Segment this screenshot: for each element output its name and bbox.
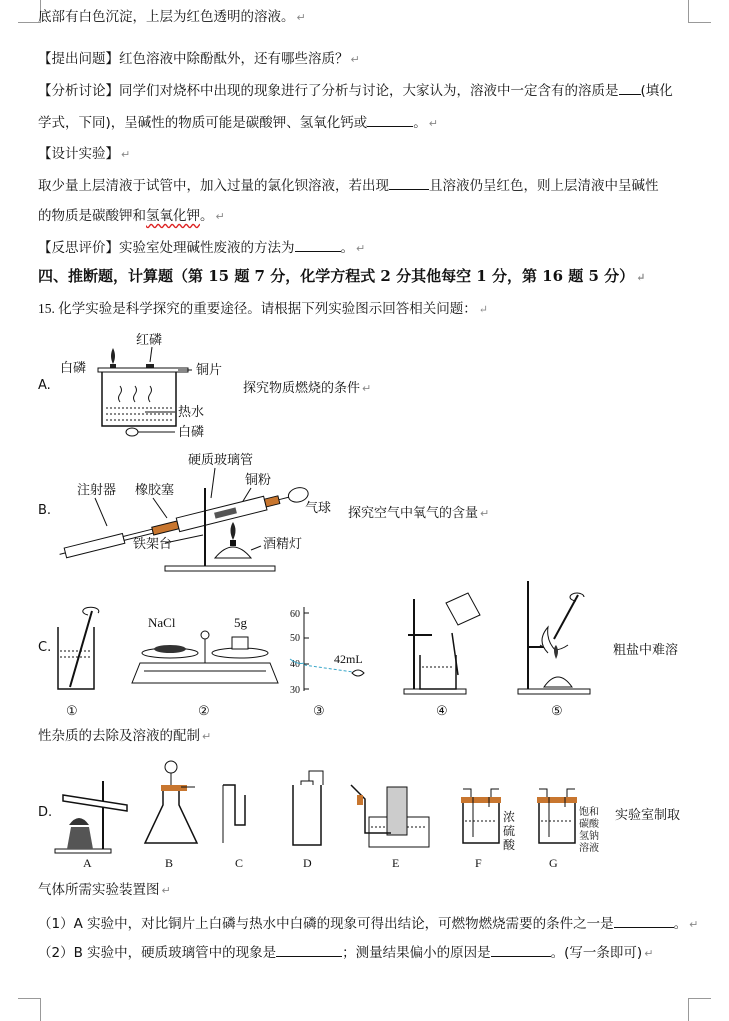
figure-b-caption: 探究空气中氧气的含量 ↵	[348, 506, 490, 521]
figure-a-caption: 探究物质燃烧的条件 ↵	[243, 381, 372, 396]
label-stand: 铁架台	[133, 536, 173, 551]
step-3: ③	[313, 703, 325, 718]
figure-d-caption-next: 气体所需实验装置图 ↵	[38, 882, 171, 898]
apparatus-label-d: D	[303, 856, 312, 870]
apparatus-label-g: G	[549, 856, 558, 870]
tick-50: 50	[290, 633, 300, 644]
text-line: 底部有白色沉淀，上层为红色透明的溶液。 ↵	[38, 9, 306, 25]
text-line: 学式，下同)，呈碱性的物质可能是碳酸钾、氢氧化钙或 。 ↵	[38, 115, 438, 131]
apparatus-label-c: C	[235, 856, 244, 870]
section-heading: 四、推断题，计算题（第 15 题 7 分，化学方程式 2 分其他每空 1 分，第 16 题 5 分） ↵	[38, 267, 646, 285]
bottle-g-line-2: 碳酸	[579, 819, 599, 830]
label-copper: 铜粉	[245, 472, 272, 487]
label-tube: 硬质玻璃管	[188, 452, 254, 467]
sub-question-2: （2）B 实验中，硬质玻璃管中的现象是 ；测量结果偏小的原因是 。(写一条即可) ↵	[38, 945, 654, 961]
apparatus-label-b: B	[165, 856, 174, 870]
page-corner-mark	[18, 998, 41, 1021]
apparatus-g	[537, 789, 600, 854]
text-line: 的物质是碳酸钾和氢氧化钾。 ↵	[38, 208, 225, 224]
apparatus-a	[55, 781, 127, 853]
figure-b-letter: B.	[38, 503, 52, 518]
label-bailing-top: 白磷	[60, 360, 87, 375]
alcohol-lamp-icon	[215, 547, 251, 558]
label-volume: 42mL	[334, 652, 363, 666]
figure-c-caption-right: 粗盐中难溶	[613, 643, 679, 658]
figure-a-combustion-apparatus	[60, 330, 240, 445]
question-15: 15. 化学实验是科学探究的重要途径。请根据下列实验图示回答相关问题： ↵	[38, 301, 488, 316]
label-nacl: NaCl	[148, 615, 176, 630]
dissolving-pour	[404, 593, 480, 694]
tick-30: 30	[290, 685, 300, 696]
page-corner-mark	[688, 998, 711, 1021]
text-line: 【设计实验】 ↵	[38, 146, 131, 162]
bottle-f-line-2: 硫	[503, 824, 516, 838]
text-line: 取少量上层清液于试管中，加入过量的氯化钡溶液，若出现 且溶液仍呈红色，则上层清液中呈碱性	[38, 178, 659, 194]
bottle-f-line-3: 酸	[503, 838, 516, 852]
apparatus-label-a: A	[83, 856, 92, 870]
label-lamp: 酒精灯	[263, 536, 303, 551]
apparatus-e	[351, 785, 429, 847]
apparatus-label-e: E	[392, 856, 400, 870]
figure-c-salt-purification	[48, 575, 608, 720]
text-line: 【反思评价】实验室处理碱性废液的方法为 。 ↵	[38, 240, 366, 256]
label-reshui: 热水	[178, 404, 205, 419]
bottle-g-line-4: 溶液	[579, 843, 599, 854]
label-balloon: 气球	[305, 500, 332, 515]
evaporation	[518, 581, 590, 694]
tick-60: 60	[290, 609, 300, 620]
flame-icon	[111, 348, 115, 364]
figure-a-letter: A.	[38, 378, 51, 393]
apparatus-c	[223, 785, 245, 843]
bottle-f-line-1: 浓	[503, 810, 516, 824]
sub-question-1: （1）A 实验中，对比铜片上白磷与热水中白磷的现象可得出结论，可燃物燃烧需要的条件之一是 。 ↵	[38, 916, 699, 932]
tick-40: 40	[290, 659, 300, 670]
measuring-cylinder	[290, 607, 364, 696]
figure-c-letter: C.	[38, 640, 52, 655]
beaker-stirring	[58, 607, 99, 689]
text-line: 【分析讨论】同学们对烧杯中出现的现象进行了分析与讨论，大家认为，溶液中一定含有的溶质是 (填化	[38, 83, 673, 99]
label-syringe: 注射器	[77, 482, 117, 497]
apparatus-d	[293, 771, 323, 845]
apparatus-b	[145, 761, 197, 843]
apparatus-f	[461, 789, 516, 852]
step-1: ①	[66, 703, 78, 718]
step-4: ④	[436, 703, 448, 718]
eye-icon	[352, 670, 364, 676]
step-2: ②	[198, 703, 210, 718]
label-stopper: 橡胶塞	[135, 482, 175, 497]
label-tongpian: 铜片	[196, 362, 223, 377]
step-5: ⑤	[551, 703, 563, 718]
page-corner-mark	[688, 0, 711, 23]
label-weight: 5g	[234, 615, 247, 630]
figure-c-caption-next: 性杂质的去除及溶液的配制 ↵	[38, 728, 212, 744]
figure-d-caption-right: 实验室制取	[615, 808, 681, 823]
figure-b-oxygen-apparatus	[55, 450, 345, 575]
figure-d-letter: D.	[38, 805, 53, 820]
balance	[132, 615, 278, 683]
figure-d-gas-apparatus	[55, 755, 610, 870]
text-line: 【提出问题】红色溶液中除酚酞外，还有哪些溶质？ ↵	[38, 51, 360, 67]
label-bailing-bottom: 白磷	[178, 424, 205, 439]
apparatus-label-f: F	[475, 856, 482, 870]
bottle-g-line-1: 饱和	[579, 807, 599, 818]
label-hongling: 红磷	[136, 332, 163, 347]
bottle-g-line-3: 氢钠	[579, 831, 599, 842]
